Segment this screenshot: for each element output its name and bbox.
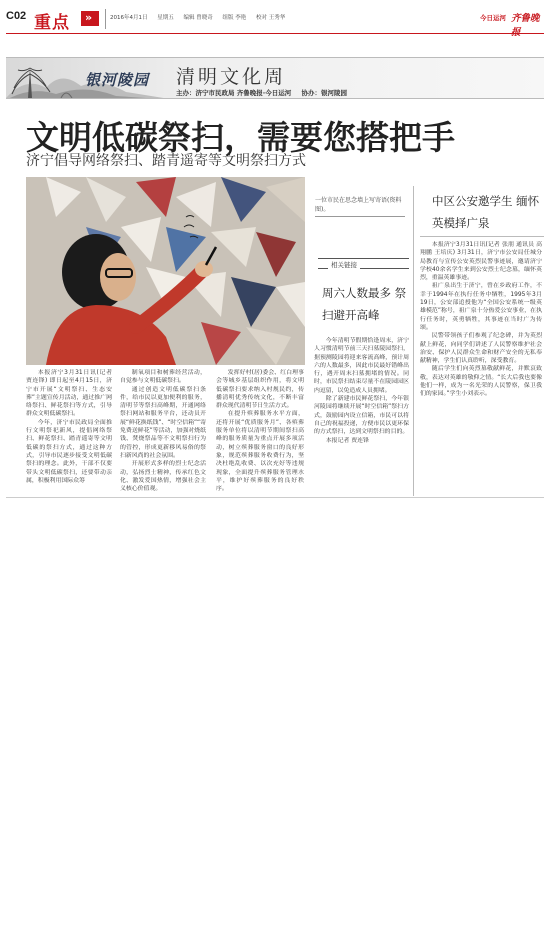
section-arrow-icon xyxy=(81,11,99,26)
article-column-1 xyxy=(26,369,112,485)
banner-sponsors xyxy=(176,88,355,97)
article-paragraph: 制氧项目和树葬经营活动，自觉参与文明低碳祭扫。 xyxy=(120,370,206,385)
article-photo xyxy=(26,177,305,365)
cemetery-name: 银河陵园 xyxy=(85,71,150,89)
article-column-3 xyxy=(216,369,304,493)
column-separator xyxy=(413,186,414,496)
dateline-proof: 校对 王秀华 xyxy=(256,15,286,21)
article-paragraph: 本报济宁3月31日讯(记者 张朋 通讯员 高翔鹏 王培庆) 3月31日，济宁市公安局任城分局教育与宣传公安英烈民警事迹展，邀请济宁学校40余名学生来到公安烈士纪念墓，缅怀英烈，重温英雄事迹。 xyxy=(420,242,542,282)
brand-subtitle: 今日运河 xyxy=(480,14,506,22)
page-number: C02 xyxy=(6,10,27,22)
article-paragraph: 民警带领孩子们参观了纪念碑，并为英烈献上鲜花，向同学们讲述了人民警察维护社会治安、保护人民群众生命和财产安全的无私奉献精神，学生们认真聆听，深受教育。 xyxy=(420,333,542,365)
dateline-date: 2016年4月1日 xyxy=(110,15,148,21)
column-banner xyxy=(6,57,544,99)
article-paragraph: 今年清明节假期恰逢周末，济宁人习惯清明节前三天扫墓陵园祭扫，据预测陵园将迎来客流高峰，预计周六的人数最多，因此市民最好错峰出行，遇开周末扫墓拥堵的情况。同时，市民祭扫结束尽量不在陵园园区内逗留，以免造成人员拥堵。 xyxy=(314,338,409,394)
brand-logo: 齐鲁晚 xyxy=(511,13,540,24)
masthead-divider xyxy=(105,9,106,29)
masthead xyxy=(6,6,544,32)
related-link-label-text: 相关链接 xyxy=(328,260,360,269)
page-bottom-rule xyxy=(6,497,544,498)
related-link-box xyxy=(318,258,409,338)
related-link-title: 周六人数最多 祭扫避开高峰 xyxy=(322,286,407,322)
dateline-weekday: 星期五 xyxy=(157,15,174,21)
dateline-layout: 组版 李艳 xyxy=(222,15,247,21)
dateline xyxy=(110,13,293,21)
sponsor-cohost: 协办：银河陵园 xyxy=(301,89,347,97)
article-column-2 xyxy=(120,369,206,493)
sidebar-column xyxy=(314,337,409,445)
article-paragraph: 祖广泉出生于济宁，曾在乡政府工作，不幸于1994年在执行任务中牺牲，1995年3月19日，公安部追授他为“全国公安系统一级英雄模范”称号，祖广泉十分热爱公安事业，在执行任务时，英勇牺牲，其事迹在当时广为传颂。 xyxy=(420,283,542,331)
arrow-glyph: » xyxy=(85,11,93,24)
sponsor-host: 主办：济宁市民政局 齐鲁晚报·今日运河 xyxy=(176,89,292,97)
subheadline: 济宁倡导网络祭扫、踏青遥寄等文明祭扫方式 xyxy=(26,153,306,169)
right-story-body xyxy=(420,241,542,399)
article-paragraph: 本报济宁3月31日讯(记者 贾连锋) 即日起至4月15日，济宁市开展“文明祭扫、生态安葬”主题宣传月活动，通过推广网络祭扫、鲜花祭扫等方式，引导群众文明低碳祭扫。 xyxy=(26,370,112,418)
related-link-label xyxy=(318,258,409,269)
article-paragraph: 在提升殡葬服务水平方面，还将开展“优质服务月”、各殡葬服务单位将以清明节期间祭扫高峰的服务质量为重点开展多项活动，树立殡葬服务窗口的良好形象，规范殡葬服务收费行为，坚决杜绝乱收费、以次充好等违规现象，全面提升殡葬服务管理水平，维护好殡葬服务的良好秩序。 xyxy=(216,411,304,493)
right-story-title: 中区公安邀学生 缅怀英模择广泉 xyxy=(432,194,540,230)
article-paragraph: 通过创造文明低碳祭扫条件，给市民以更加便利的服务，清明节等祭扫高峰期，开通网络祭扫网站和服务平台，还动员开展“鲜花换纸钱”、“时空信箱”“寄免费送鲜花”等活动，加强对烧纸钱、焚烧祭品等不文明祭扫行为的管控，形成更新移风易俗的祭扫新风尚的社会氛围。 xyxy=(120,386,206,459)
headline: 文明低碳祭扫，需要您搭把手 xyxy=(26,118,455,157)
caption-rule xyxy=(315,216,405,217)
dateline-editor: 编辑 曾晓奇 xyxy=(183,15,213,21)
banner-title: 清明文化周 xyxy=(176,66,287,88)
byline: 本报记者 贾连锋 xyxy=(325,437,369,444)
section-name: 重点 xyxy=(34,13,70,33)
article-paragraph: 开展形式多样的烈士纪念活动，弘扬烈士精神，传承红色文化、激发爱国热情，增强社会主义核心价值观。 xyxy=(120,461,206,493)
article-paragraph: 发挥好村(居)委会、红白理事会等城乡基层组织作用，将文明低碳祭扫要求纳入村规民约，传播清明优秀传统文化，不断丰富群众现代清明节日生活方式。 xyxy=(216,370,304,410)
woman-writing-photo-icon xyxy=(26,177,305,365)
article-paragraph: 随后学生们向英烈墓敬献鲜花，并默哀致敬，表达对英雄的敬仰之情。“长大后我也要像他们一样，成为一名光荣的人民警察，保卫我们的家园。”学生小刘表示。 xyxy=(420,366,542,398)
article-paragraph: 除了新建市民鲜花祭扫，今年银河陵园将继续开展“时空信箱”祭扫方式，鼓励园内设立信箱，市民可以将自己的祝福投递，方便市民以更环保的方式祭扫，达到文明祭扫的目的。 xyxy=(314,396,409,436)
photo-caption: 一位市民在思念墙上写寄语(资料图)。 xyxy=(315,197,402,213)
article-paragraph: 今年，济宁市民政局全面推行文明祭祀新风，提倡网络祭扫、鲜花祭扫、踏青遥寄等文明低碳的祭扫方式，通过这种方式，引导市民逐步接受文明低碳祭扫的理念。此外，干部不仅要带头文明低碳祭扫，还要带动亲属，积极利用国际众筹 xyxy=(26,419,112,484)
right-story-rule xyxy=(420,236,544,237)
masthead-rule xyxy=(6,33,544,34)
